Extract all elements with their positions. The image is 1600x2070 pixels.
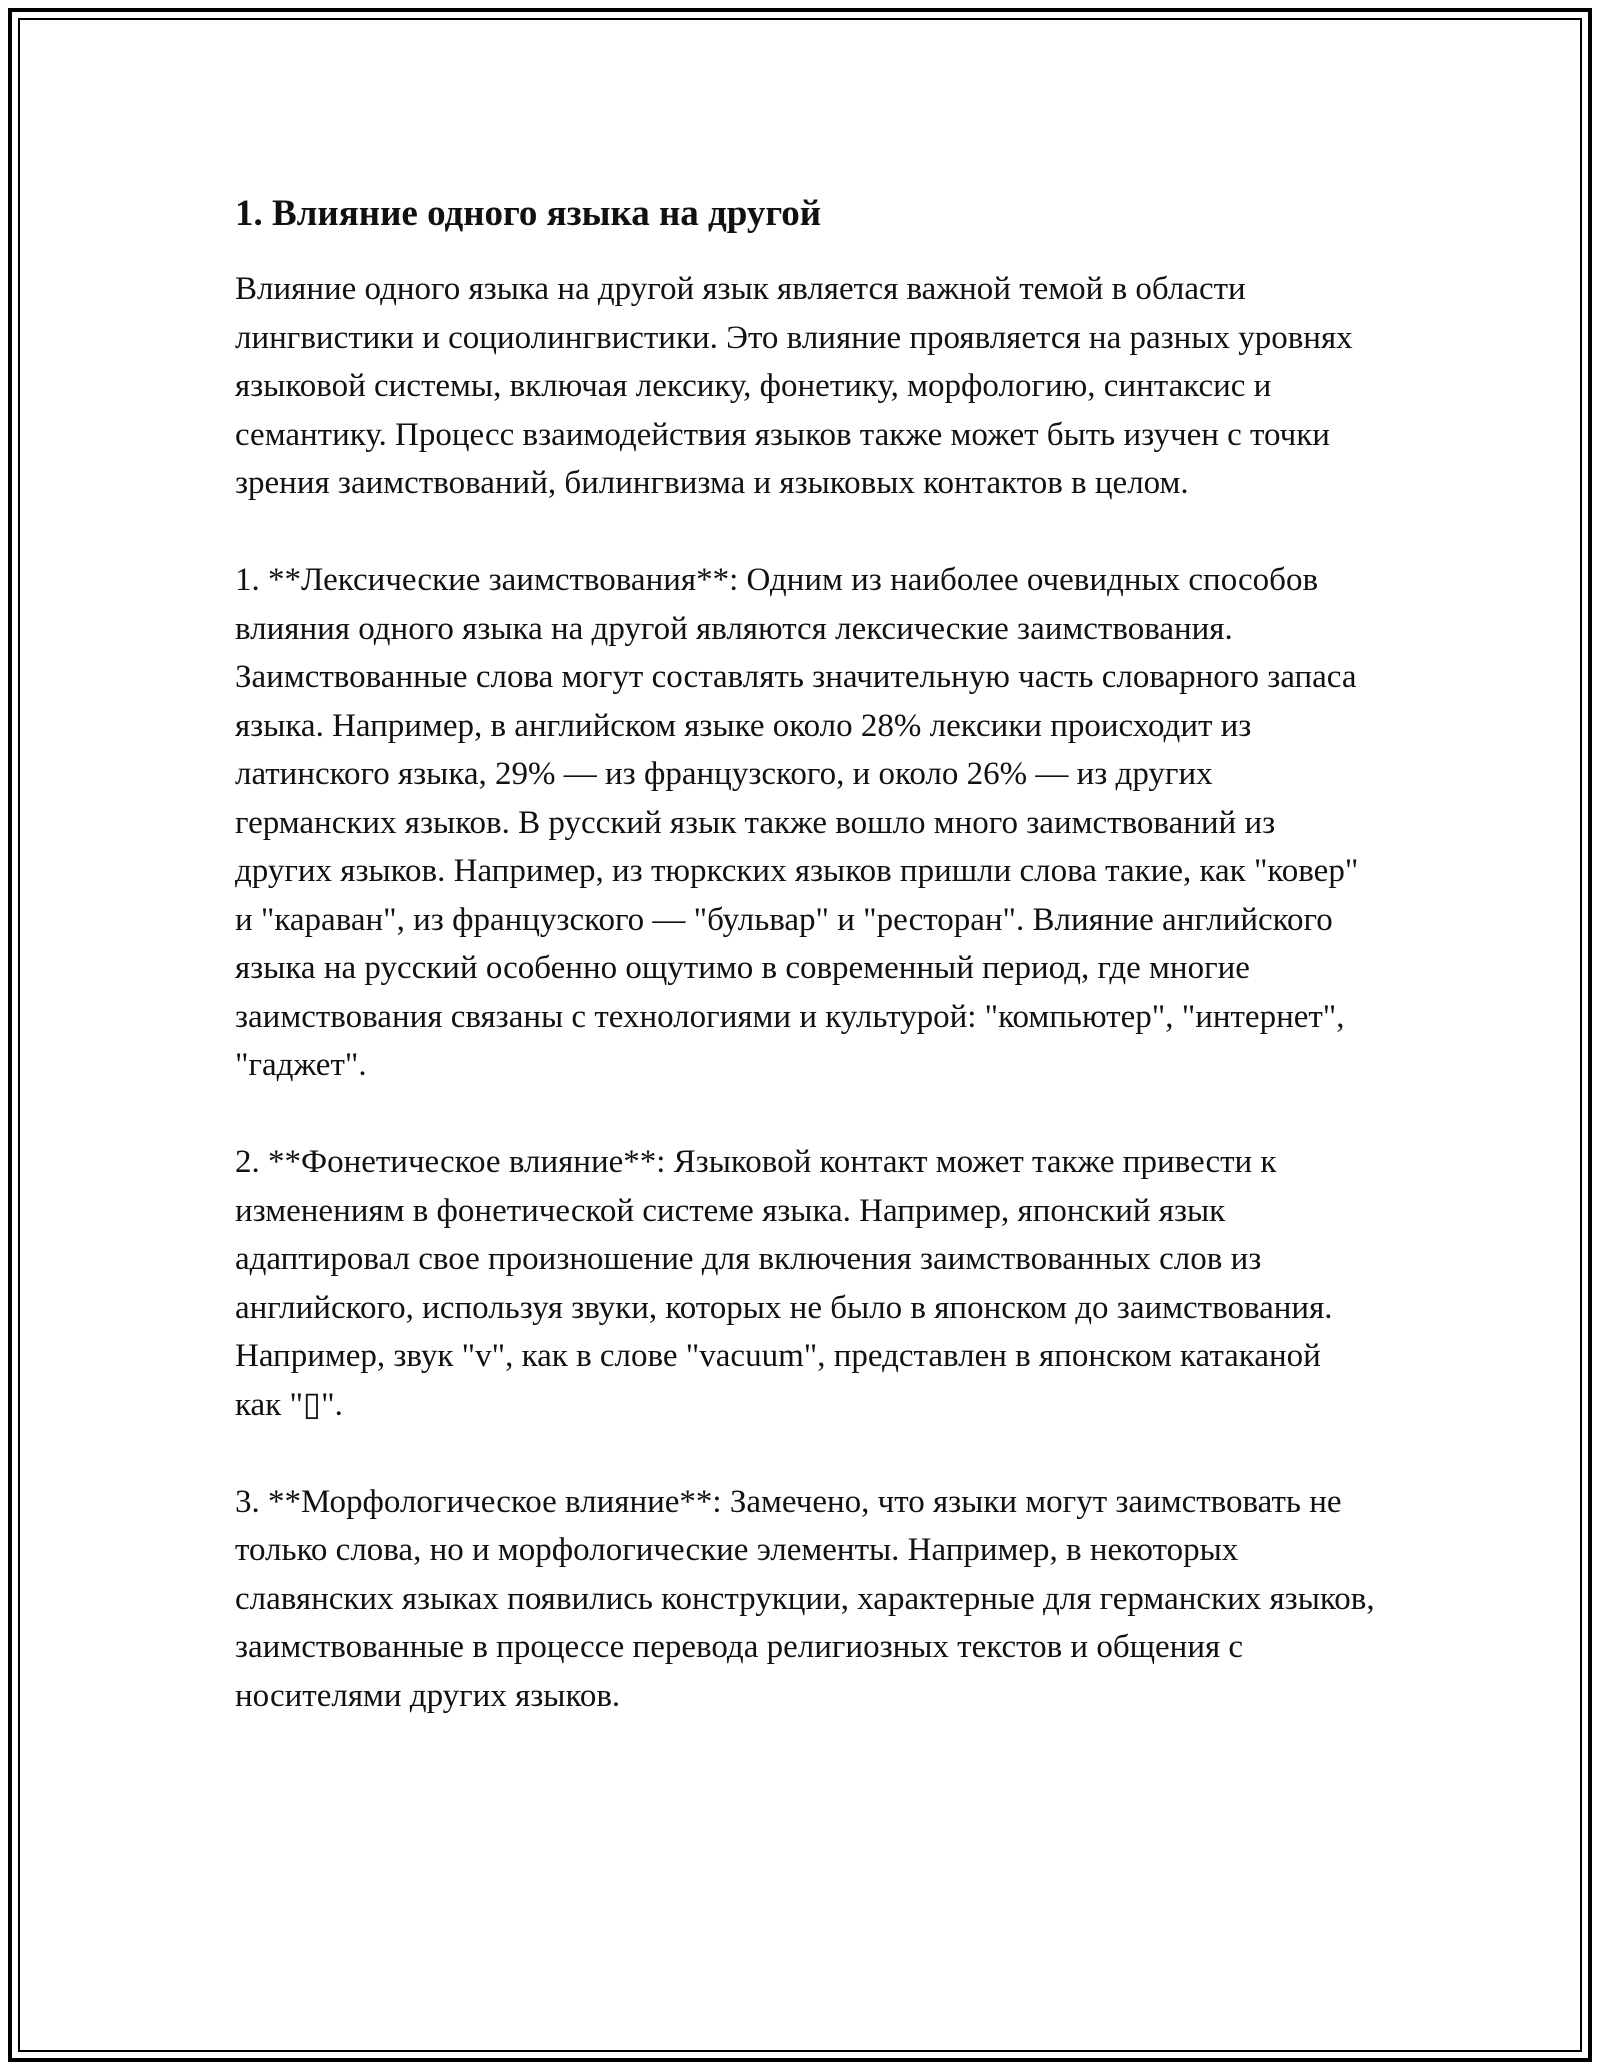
intro-paragraph: Влияние одного языка на другой язык является важной темой в области лингвистики и социолингвистики. Это влияние проявляется на разных уровнях языковой системы, включая лексику, фонетику, морфологию, синтаксис и семантику. Процесс взаимодействия языков также может быть изучен с точки зрения заимствований, билингвизма и языковых контактов в целом.	[235, 271, 1353, 501]
phonetic-influence-paragraph: 2. **Фонетическое влияние**: Языковой контакт может также привести к изменениям в фонетической системе языка. Например, японский язык адаптировал свое произношение для включения заимствованных слов из английского, используя звуки, которых не было в японском до заимствования. Например, звук "v", как в слове "vacuum", представлен в японском катаканой как "▯".	[235, 1144, 1333, 1423]
section-heading: 1. Влияние одного языка на другой	[235, 193, 822, 234]
lexical-borrowing-paragraph: 1. **Лексические заимствования**: Одним из наиболее очевидных способов влияния одного языка на другой являются лексические заимствования. Заимствованные слова могут составлять значительную часть словарного запаса языка. Например, в английском языке около 28% лексики происходит из латинского языка, 29% — из французского, и около 26% — из других германских языков. В русский язык также вошло много заимствований из других языков. Например, из тюркских языков пришли слова такие, как "ковер" и "караван", из французского — "бульвар" и "ресторан". Влияние английского языка на русский особенно ощутимо в современный период, где многие заимствования связаны с технологиями и культурой: "компьютер", "интернет", "гаджет".	[235, 562, 1359, 1083]
morphological-influence-paragraph: 3. **Морфологическое влияние**: Замечено, что языки могут заимствовать не только слова, но и морфологические элементы. Например, в некоторых славянских языках появились конструкции, характерные для германских языков, заимствованные в процессе перевода религиозных текстов и общения с носителями других языков.	[235, 1483, 1375, 1714]
document-body	[235, 185, 1375, 1720]
